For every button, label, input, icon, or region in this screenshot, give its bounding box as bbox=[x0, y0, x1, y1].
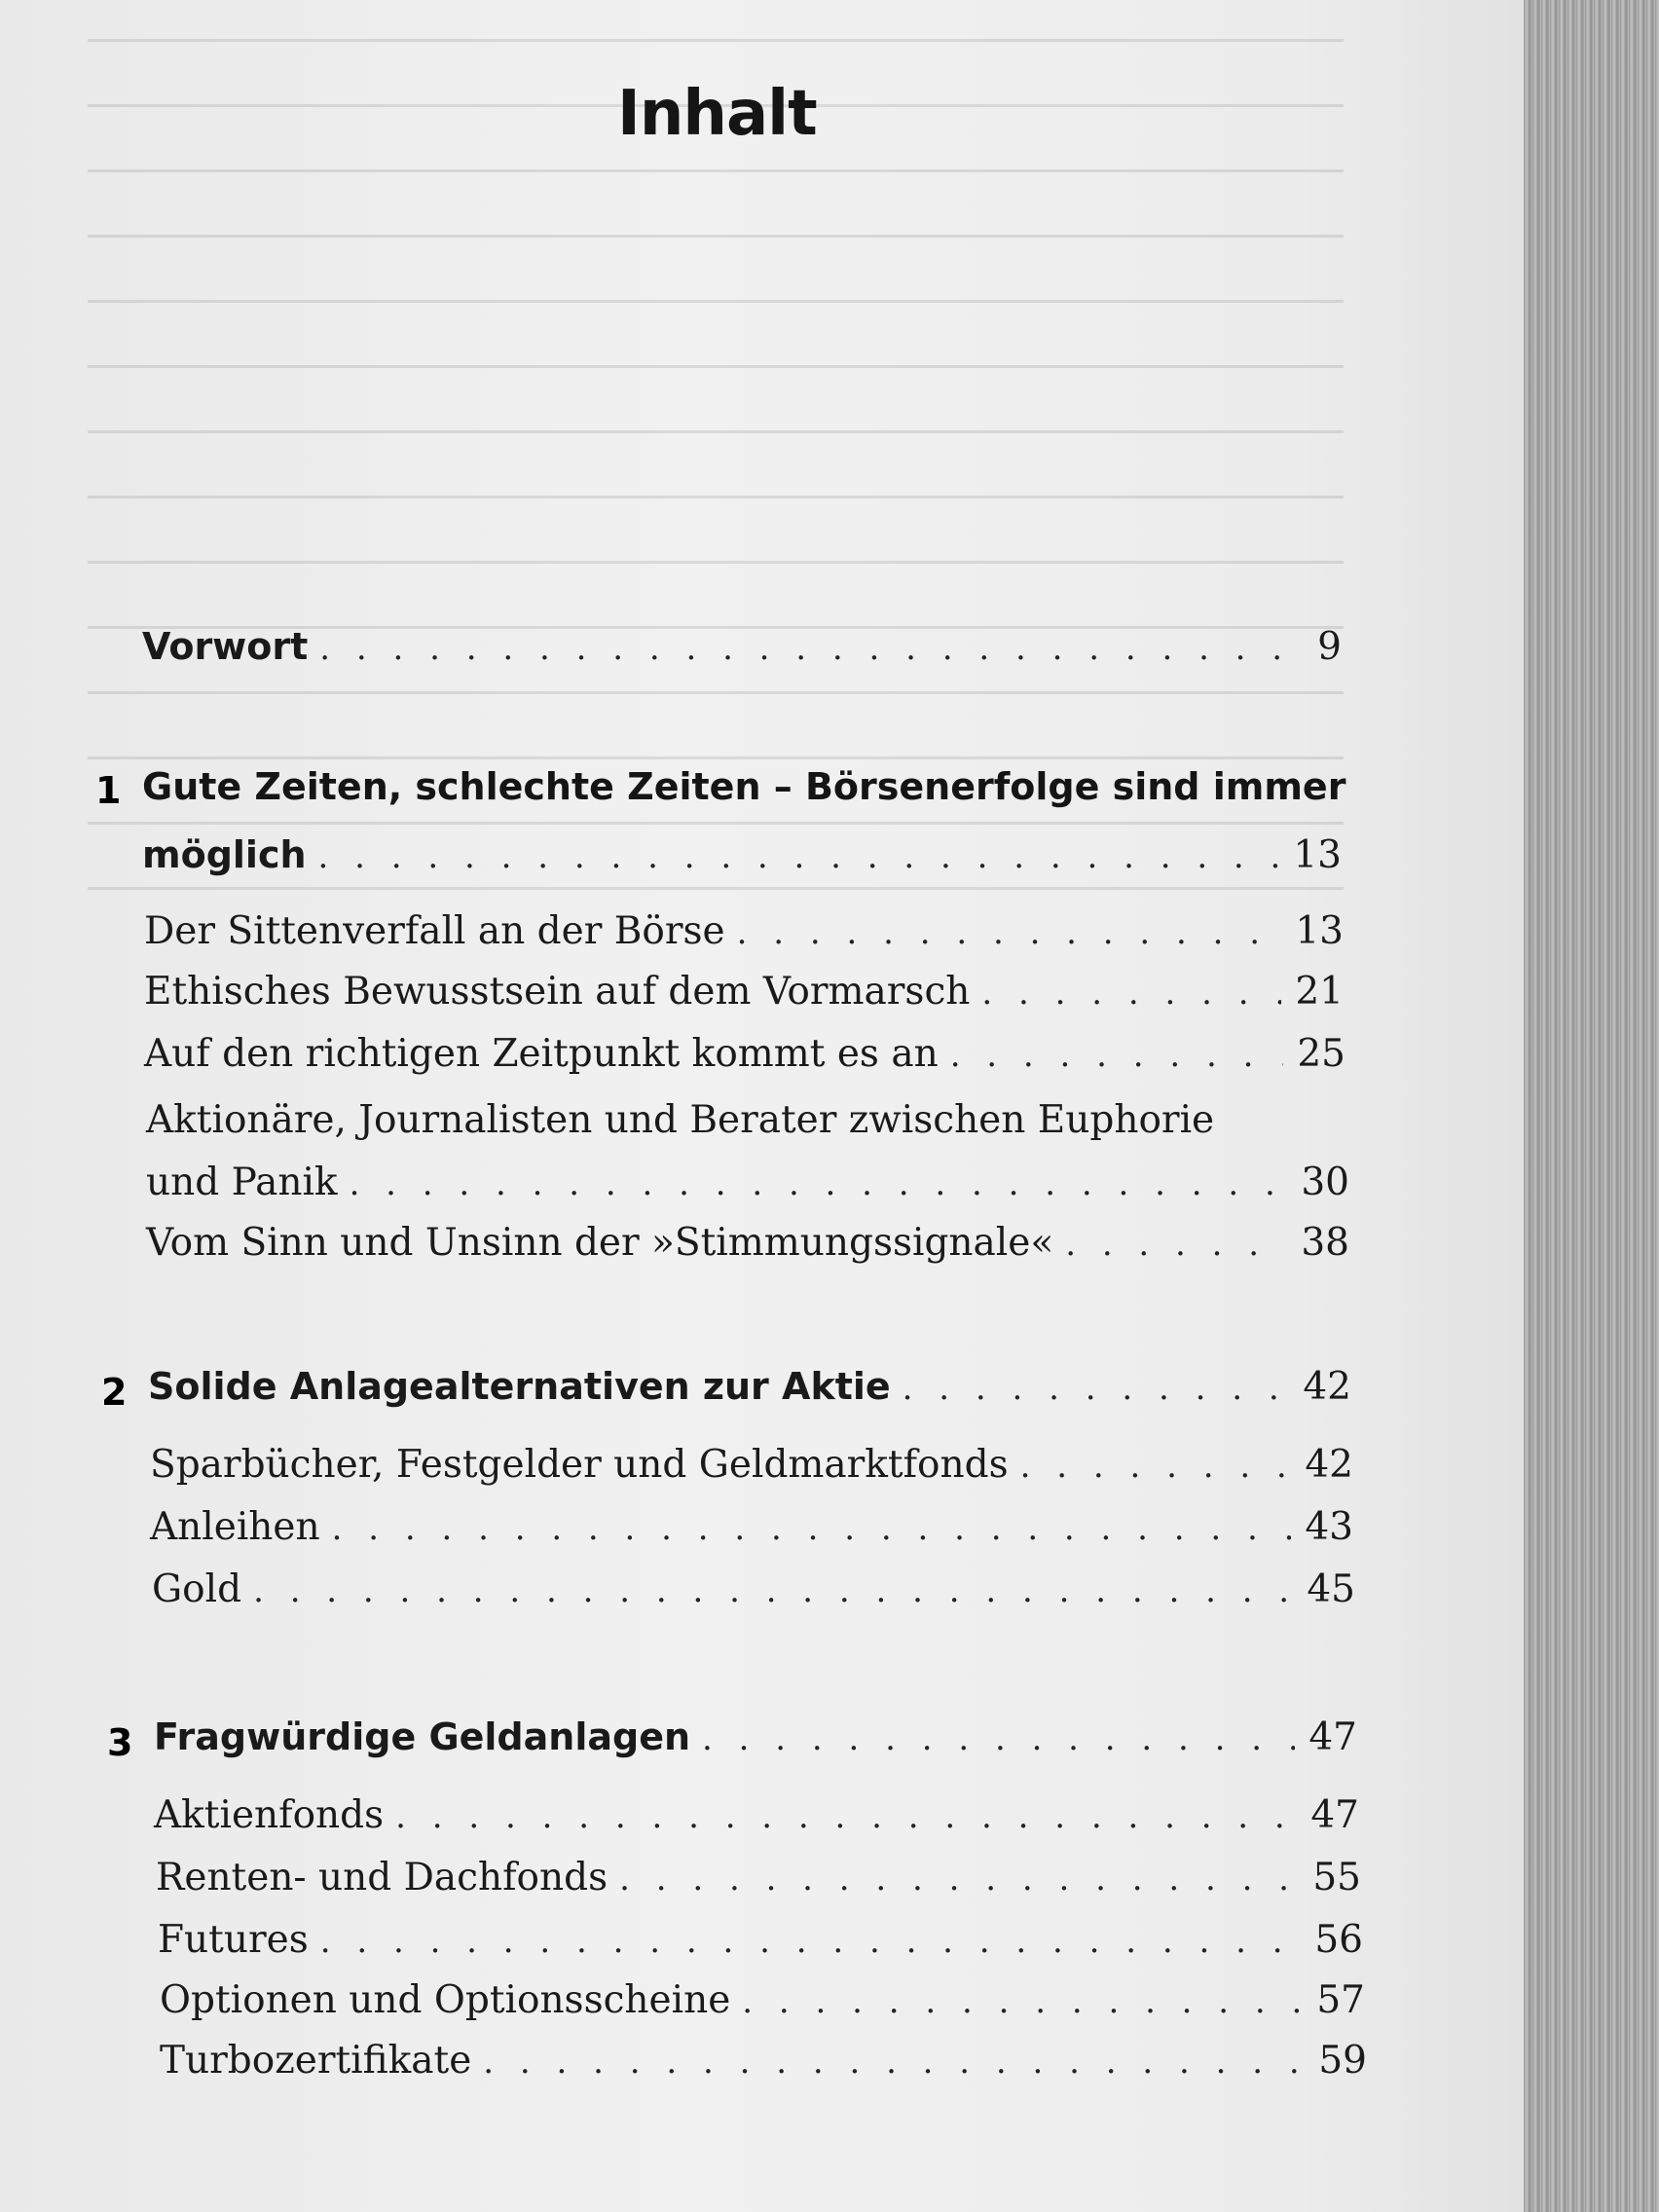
leader-dots bbox=[742, 1982, 1303, 2021]
leader-dots bbox=[350, 1164, 1287, 1203]
toc-entry-label: Optionen und Optionsscheine bbox=[160, 1978, 731, 2022]
toc-entry-label: Ethisches Bewusstsein auf dem Vormarsch bbox=[144, 970, 971, 1014]
toc-entry-label: Fragwürdige Geldanlagen bbox=[154, 1715, 691, 1758]
toc-page-number: 42 bbox=[1305, 1443, 1353, 1487]
leader-dots bbox=[318, 837, 1279, 876]
toc-entry[interactable] bbox=[144, 970, 1344, 1014]
leader-dots bbox=[903, 1369, 1289, 1408]
toc-entry-chapter-3[interactable] bbox=[154, 1715, 1357, 1759]
toc-entry[interactable] bbox=[146, 1221, 1349, 1265]
leader-dots bbox=[981, 974, 1281, 1013]
toc-entry-label: Turbozertifikate bbox=[160, 2039, 472, 2083]
toc-entry-label: Der Sittenverfall an der Börse bbox=[144, 909, 725, 953]
chapter-number: 1 bbox=[95, 769, 122, 812]
page-title: Inhalt bbox=[617, 78, 817, 150]
toc-page-number: 56 bbox=[1314, 1918, 1363, 1962]
leader-dots bbox=[395, 1797, 1297, 1836]
toc-entry-label-line1: Gute Zeiten, schlechte Zeiten – Börsenerfolge sind immer bbox=[142, 765, 1346, 808]
toc-page-number: 47 bbox=[1309, 1715, 1357, 1759]
chapter-number: 3 bbox=[107, 1721, 133, 1764]
toc-entry-label: Vorwort bbox=[142, 625, 309, 668]
toc-page-number: 13 bbox=[1295, 909, 1344, 953]
toc-entry[interactable] bbox=[160, 1978, 1365, 2022]
toc-entry-label-line1: Aktionäre, Journalisten und Berater zwischen Euphorie bbox=[146, 1098, 1215, 1142]
toc-entry-label: Aktienfonds bbox=[154, 1793, 385, 1837]
toc-entry[interactable] bbox=[160, 2039, 1367, 2083]
toc-entry-label: Futures bbox=[158, 1918, 309, 1962]
toc-page-number: 21 bbox=[1295, 970, 1344, 1014]
toc-entry-label: Renten- und Dachfonds bbox=[156, 1856, 608, 1899]
leader-dots bbox=[1065, 1225, 1287, 1264]
toc-page-number: 9 bbox=[1317, 625, 1342, 669]
toc-entry-label: und Panik bbox=[146, 1161, 338, 1204]
leader-dots bbox=[950, 1036, 1283, 1075]
toc-entry[interactable] bbox=[156, 1856, 1361, 1899]
leader-dots bbox=[1020, 1447, 1291, 1486]
leader-dots bbox=[483, 2043, 1305, 2082]
leader-dots bbox=[320, 1922, 1301, 1961]
leader-dots bbox=[332, 1509, 1291, 1548]
toc-page-number: 45 bbox=[1307, 1567, 1355, 1611]
toc-page-number: 30 bbox=[1301, 1161, 1349, 1204]
leader-dots bbox=[253, 1571, 1293, 1610]
toc-page-number: 57 bbox=[1316, 1978, 1365, 2022]
leader-dots bbox=[319, 629, 1279, 668]
page-stack-edge bbox=[1524, 0, 1659, 2212]
toc-entry-label: Auf den richtigen Zeitpunkt kommt es an bbox=[144, 1032, 939, 1076]
toc-entry-label: möglich bbox=[142, 833, 307, 876]
toc-entry-vorwort[interactable] bbox=[142, 625, 1342, 669]
leader-dots bbox=[737, 913, 1281, 952]
toc-page-number: 13 bbox=[1293, 833, 1342, 877]
toc-entry[interactable] bbox=[154, 1793, 1359, 1837]
toc-page-number: 43 bbox=[1305, 1505, 1353, 1549]
toc-page-number: 38 bbox=[1301, 1221, 1349, 1265]
toc-page-number: 25 bbox=[1297, 1032, 1346, 1076]
toc-entry[interactable] bbox=[152, 1567, 1355, 1611]
toc-page-number: 59 bbox=[1318, 2039, 1367, 2083]
toc-page-number: 42 bbox=[1303, 1365, 1351, 1409]
toc-entry-label: Sparbücher, Festgelder und Geldmarktfonds bbox=[150, 1443, 1009, 1487]
leader-dots bbox=[702, 1719, 1295, 1758]
toc-entry-label: Gold bbox=[152, 1567, 242, 1611]
toc-entry[interactable] bbox=[144, 1032, 1346, 1076]
toc-entry[interactable] bbox=[144, 909, 1344, 953]
toc-entry-chapter-1[interactable] bbox=[142, 833, 1342, 877]
toc-entry[interactable] bbox=[150, 1505, 1353, 1549]
toc-page-number: 55 bbox=[1312, 1856, 1361, 1899]
toc-entry-label: Solide Anlagealternativen zur Aktie bbox=[148, 1365, 891, 1408]
toc-entry[interactable] bbox=[150, 1443, 1353, 1487]
toc-entry-label: Anleihen bbox=[150, 1505, 320, 1549]
toc-page-number: 47 bbox=[1310, 1793, 1359, 1837]
toc-entry-chapter-2[interactable] bbox=[148, 1365, 1351, 1409]
chapter-number: 2 bbox=[101, 1371, 128, 1414]
toc-entry-label: Vom Sinn und Unsinn der »Stimmungssignale« bbox=[146, 1221, 1054, 1265]
leader-dots bbox=[619, 1860, 1299, 1899]
toc-entry[interactable] bbox=[158, 1918, 1363, 1962]
toc-entry[interactable] bbox=[146, 1161, 1349, 1204]
